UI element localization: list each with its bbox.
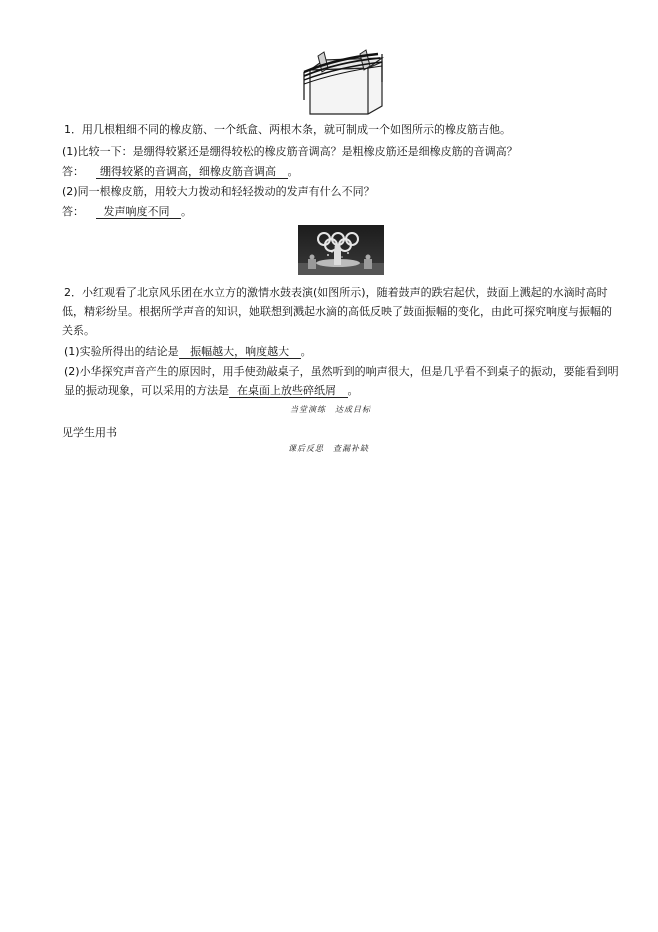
water-drum-figure bbox=[298, 225, 384, 275]
rubber-band-guitar-box-icon bbox=[298, 42, 386, 118]
q1-answer2-line: 答： 发声响度不同 。 bbox=[62, 205, 192, 218]
q2-answer2: 在桌面上放些碎纸屑 bbox=[229, 384, 348, 398]
q1-answer1: 绷得较紧的音调高，细橡皮筋音调高 bbox=[96, 165, 288, 179]
water-drum-performance-photo bbox=[298, 225, 384, 275]
q1-sub2: (2)同一根橡皮筋，用较大力拨动和轻轻拨动的发声有什么不同？ bbox=[62, 185, 375, 198]
q1-answer1-line: 答： 绷得较紧的音调高，细橡皮筋音调高 。 bbox=[62, 165, 299, 178]
q1-stem: 1．用几根粗细不同的橡皮筋、一个纸盒、两根木条，就可制成一个如图所示的橡皮筋吉他。 bbox=[64, 123, 511, 136]
q2-sub1: (1)实验所得出的结论是 振幅越大，响度越大 。 bbox=[64, 345, 312, 358]
q2-sub2: (2)小华探究声音产生的原因时，用手使劲敲桌子，虽然听到的响声很大，但是几乎看不到桌子的振动，要能看到明显的振动现象，可以采用的方法是 在桌面上放些碎纸屑 。 bbox=[64, 365, 619, 397]
q2-stem: 2．小红观看了北京风乐团在水立方的激情水鼓表演(如图所示)，随着鼓声的跌宕起伏，鼓面上溅起的水滴时高时低，精彩纷呈。根据所学声音的知识，她联想到溅起水滴的高低反映了鼓面振幅的变化，由此可探究响度与振幅的关系。 bbox=[62, 286, 612, 337]
q2-answer1: 振幅越大，响度越大 bbox=[179, 345, 301, 359]
see-student-book: 见学生用书 bbox=[62, 426, 117, 439]
q1-sub1: (1)比较一下：是绷得较紧还是绷得较松的橡皮筋音调高？是粗橡皮筋还是细橡皮筋的音调高？ bbox=[62, 145, 518, 158]
section-mark-after-class: 课后反思 查漏补缺 bbox=[288, 444, 369, 453]
answer-label: 答： bbox=[62, 205, 84, 218]
answer-label: 答： bbox=[62, 165, 84, 178]
section-mark-in-class: 当堂演练 达成目标 bbox=[290, 405, 371, 414]
q1-answer2: 发声响度不同 bbox=[96, 205, 182, 219]
rubber-band-guitar-figure bbox=[298, 42, 386, 118]
